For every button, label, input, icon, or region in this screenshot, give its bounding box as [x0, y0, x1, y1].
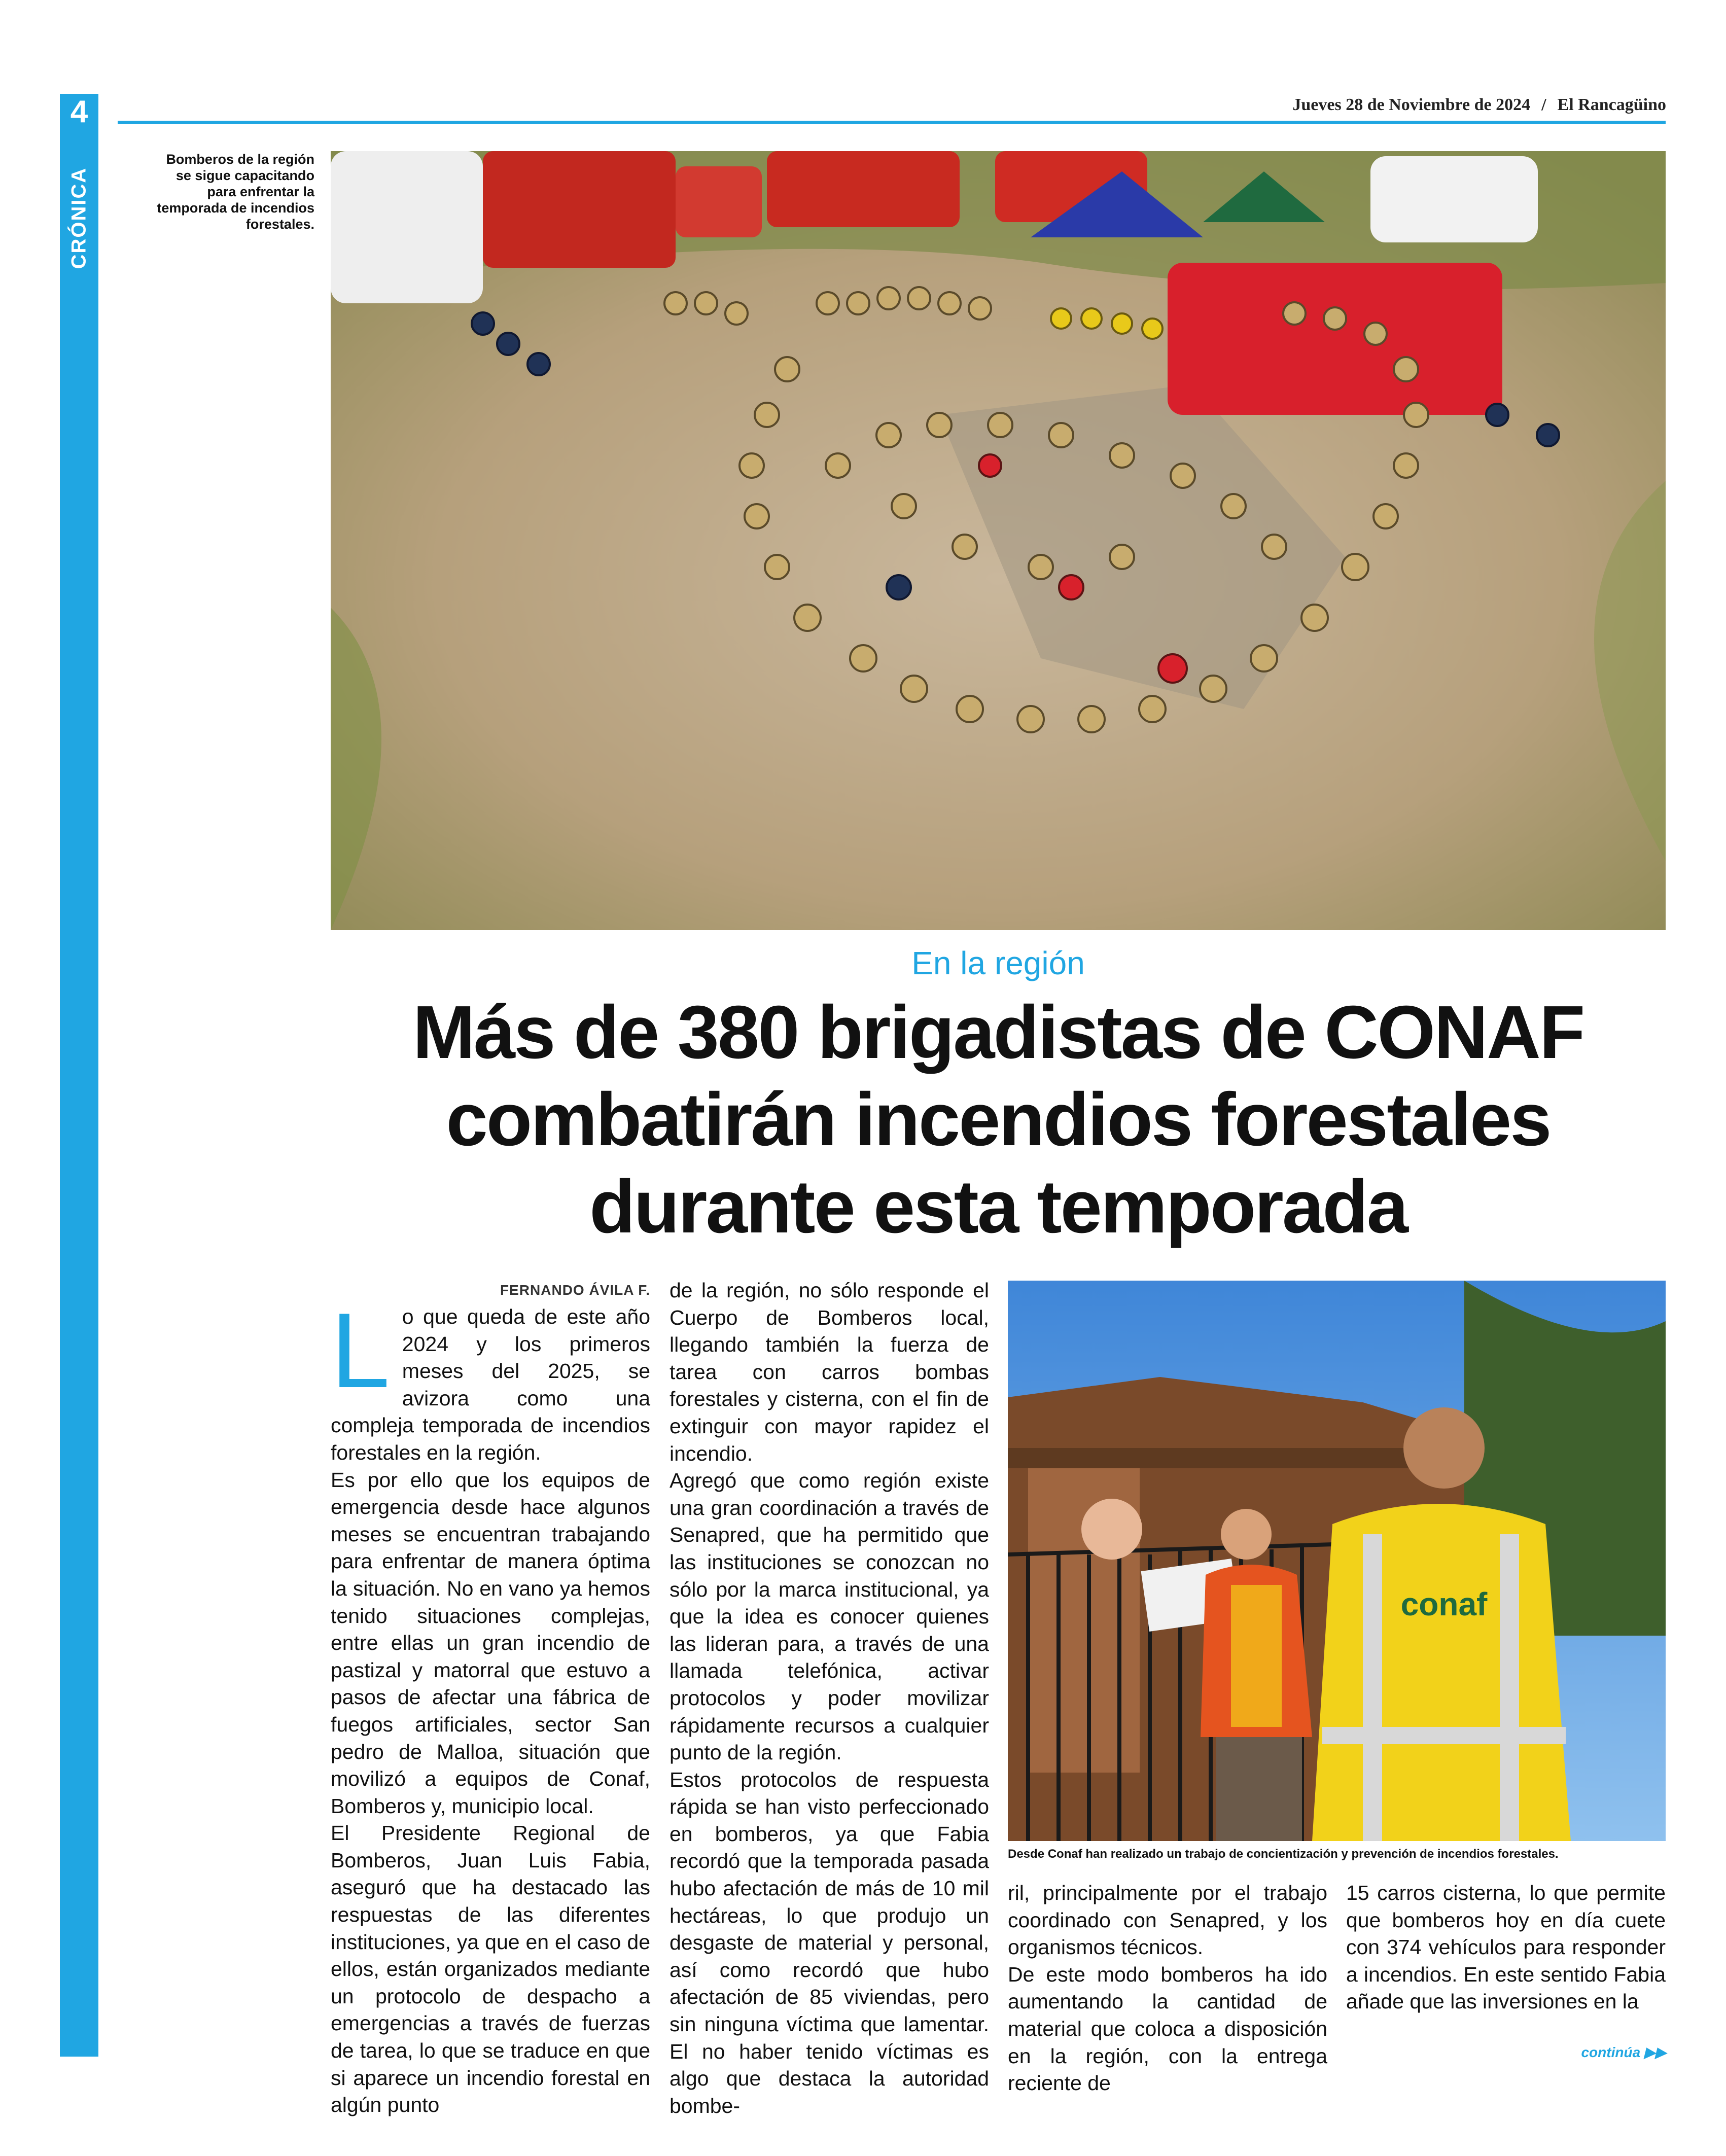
article-headline	[331, 989, 1666, 1251]
drop-cap: L	[331, 1291, 390, 1410]
main-photo-caption: Bomberos de la región se sigue capacitando para enfrentar la temporada de incendios forestales.	[157, 152, 314, 232]
headline-line: Más de 380 brigadistas de CONAF	[412, 991, 1584, 1074]
article-column-1	[331, 1291, 650, 2117]
paragraph: Estos protocolos de respuesta rápida se han visto perfeccionado en bomberos, ya que Fabia recordó que la temporada pasada hubo afectación de más de 10 mil hectáreas, lo que produjo un desgaste de material y personal, así como recordó que hubo afectación de 85 viviendas, pero sin ninguna víctima que lamentar. El no haber tenido víctimas es algo que destaca la autoridad bombe-	[670, 1768, 989, 2117]
article-kicker: En la región	[911, 945, 1085, 981]
header-separator: /	[1541, 95, 1546, 114]
paragraph: Es por ello que los equipos de emergencia desde hace algunos meses se encuentran trabajando para enfrentar de manera óptima la situación. No en vano ya hemos tenido situaciones complejas, entre ellas un gran incendio de pastizal y matorral que estuvo a pasos de afectar una fábrica de fuegos artificiales, sector San pedro de Malloa, situación que movilizó a equipos de Conaf, Bomberos y, municipio local.	[331, 1468, 650, 1818]
article-column-3	[1008, 1880, 1327, 2097]
vest-logo: conaf	[1400, 1586, 1488, 1622]
newspaper-name: El Rancagüino	[1557, 95, 1666, 114]
main-photo	[331, 151, 1666, 930]
paragraph: El Presidente Regional de Bomberos, Juan Luis Fabia, aseguró que ha destacado las respuestas de las diferentes instituciones, ya que en el caso de ellos, están organizados mediante un protocolo de despacho a emergencias a través de fuerzas de tarea, lo que se traduce en que si aparece un incendio forestal en algún punto	[331, 1821, 650, 2117]
paragraph: ril, principalmente por el trabajo coordinado con Senapred, y los organismos técnicos.	[1008, 1881, 1327, 1959]
header-rule	[118, 121, 1666, 124]
continues-marker: continúa ▶▶	[1581, 2044, 1666, 2060]
paragraph: de la región, no sólo responde el Cuerpo de Bomberos local, llegando también la fuerza de tarea con carros bombas forestales y cisterna, con el fin de extinguir con mayor rapidez el incendio.	[670, 1279, 989, 1465]
article-column-2	[670, 1277, 989, 2117]
article-byline: FERNANDO ÁVILA F.	[500, 1282, 650, 1298]
section-sidebar	[60, 94, 98, 2057]
paragraph: De este modo bomberos ha ido aumentando la cantidad de material que coloca a disposición en la región, con la entrega reciente de	[1008, 1962, 1327, 2095]
section-label-text: CRÓNICA	[67, 167, 90, 269]
page-number: 4	[70, 94, 88, 129]
article-column-4	[1346, 1880, 1666, 2016]
header-date: Jueves 28 de Noviembre de 2024	[1292, 95, 1531, 114]
second-photo	[1008, 1281, 1666, 1841]
second-photo-caption: Desde Conaf han realizado un trabajo de concientización y prevención de incendios forestales.	[1008, 1847, 1559, 1861]
headline-line: combatirán incendios forestales	[446, 1078, 1551, 1161]
paragraph: 15 carros cisterna, lo que permite que bomberos hoy en día cuete con 374 vehículos para responder a incendios. En este sentido Fabia añade que las inversiones en la	[1346, 1881, 1666, 2013]
page-header	[1292, 95, 1666, 115]
paragraph: Agregó que como región existe una gran coordinación a través de Senapred, que ha permitido que las instituciones se conozcan no sólo por la marca institucional, ya que la idea es conocer quienes las lideran para, a través de una llamada telefónica, activar protocolos y poder movilizar rápidamente recursos a cualquier punto de la región.	[670, 1469, 989, 1764]
headline-line: durante esta temporada	[589, 1165, 1407, 1249]
paragraph: Lo que queda de este año 2024 y los primeros meses del 2025, se avizora como una compleja temporada de incendios forestales en la región.	[331, 1291, 650, 1464]
